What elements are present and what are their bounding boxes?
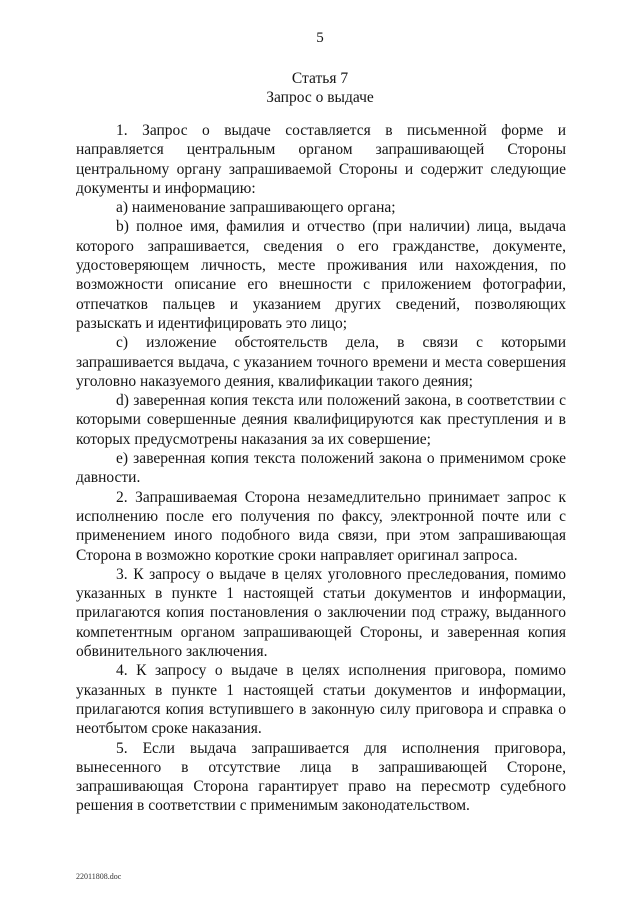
paragraph-item-e: е) заверенная копия текста положений закона о применимом сроке давности. [76, 450, 566, 487]
paragraph-item-b: b) полное имя, фамилия и отчество (при наличии) лица, выдача которого запрашивается, сведения о его гражданстве, документе, удостоверяющем личность, месте проживания или нахождения, по возможности описание его внешности с приложением фотографии, отпечатков пальцев и указанием других сведений, позволяющих разыскать и идентифицировать это лицо; [76, 218, 566, 332]
article-number: Статья 7 [291, 70, 349, 87]
paragraph-item-c: c) изложение обстоятельств дела, в связи с которыми запрашивается выдача, с указанием точного времени и места совершения уголовно наказуемого деяния, квалификации такого деяния; [76, 334, 566, 390]
paragraph-1-request-form: 1. Запрос о выдаче составляется в письменной форме и направляется центральным органом запрашивающей Стороны центральному органу запрашиваемой Стороны и содержит следующие документы и информацию: [76, 122, 566, 197]
paragraph-item-d: d) заверенная копия текста или положений закона, в соответствии с которыми совершенные деяния квалифицируются как преступления и в которых предусмотрены наказания за их совершение; [76, 392, 566, 448]
paragraph-5-in-absentia: 5. Если выдача запрашивается для исполнения приговора, вынесенного в отсутствие лица в запрашивающей Стороне, запрашивающая Сторона гарантирует право на пересмотр судебного решения в соответствии с применимым законодательством. [76, 739, 566, 815]
article-body [76, 121, 566, 816]
paragraph-2-urgent-request: 2. Запрашиваемая Сторона незамедлительно принимает запрос к исполнению после его получения по факсу, электронной почте или с применением иного подобного вида связи, при этом запрашивающая Сторона в возможно короткие сроки направляет оригинал запроса. [76, 488, 566, 564]
article-title: Запрос о выдаче [266, 89, 374, 106]
paragraph-3-prosecution: 3. К запросу о выдаче в целях уголовного преследования, помимо указанных в пункте 1 настоящей статьи документов и информации, прилагаются копия постановления о заключении под стражу, выданного компетентным органом запрашивающей Стороны, и заверенная копия обвинительного заключения. [76, 565, 566, 661]
paragraph-4-sentence-execution: 4. К запросу о выдаче в целях исполнения приговора, помимо указанных в пункте 1 настоящей статьи документов и информации, прилагаются копия вступившего в законную силу приговора и справка о неотбытом сроке наказания. [76, 662, 566, 738]
document-filename: 22011808.doc [76, 872, 122, 881]
paragraph-item-a: а) наименование запрашивающего органа; [116, 199, 396, 217]
page-number: 5 [316, 30, 324, 46]
